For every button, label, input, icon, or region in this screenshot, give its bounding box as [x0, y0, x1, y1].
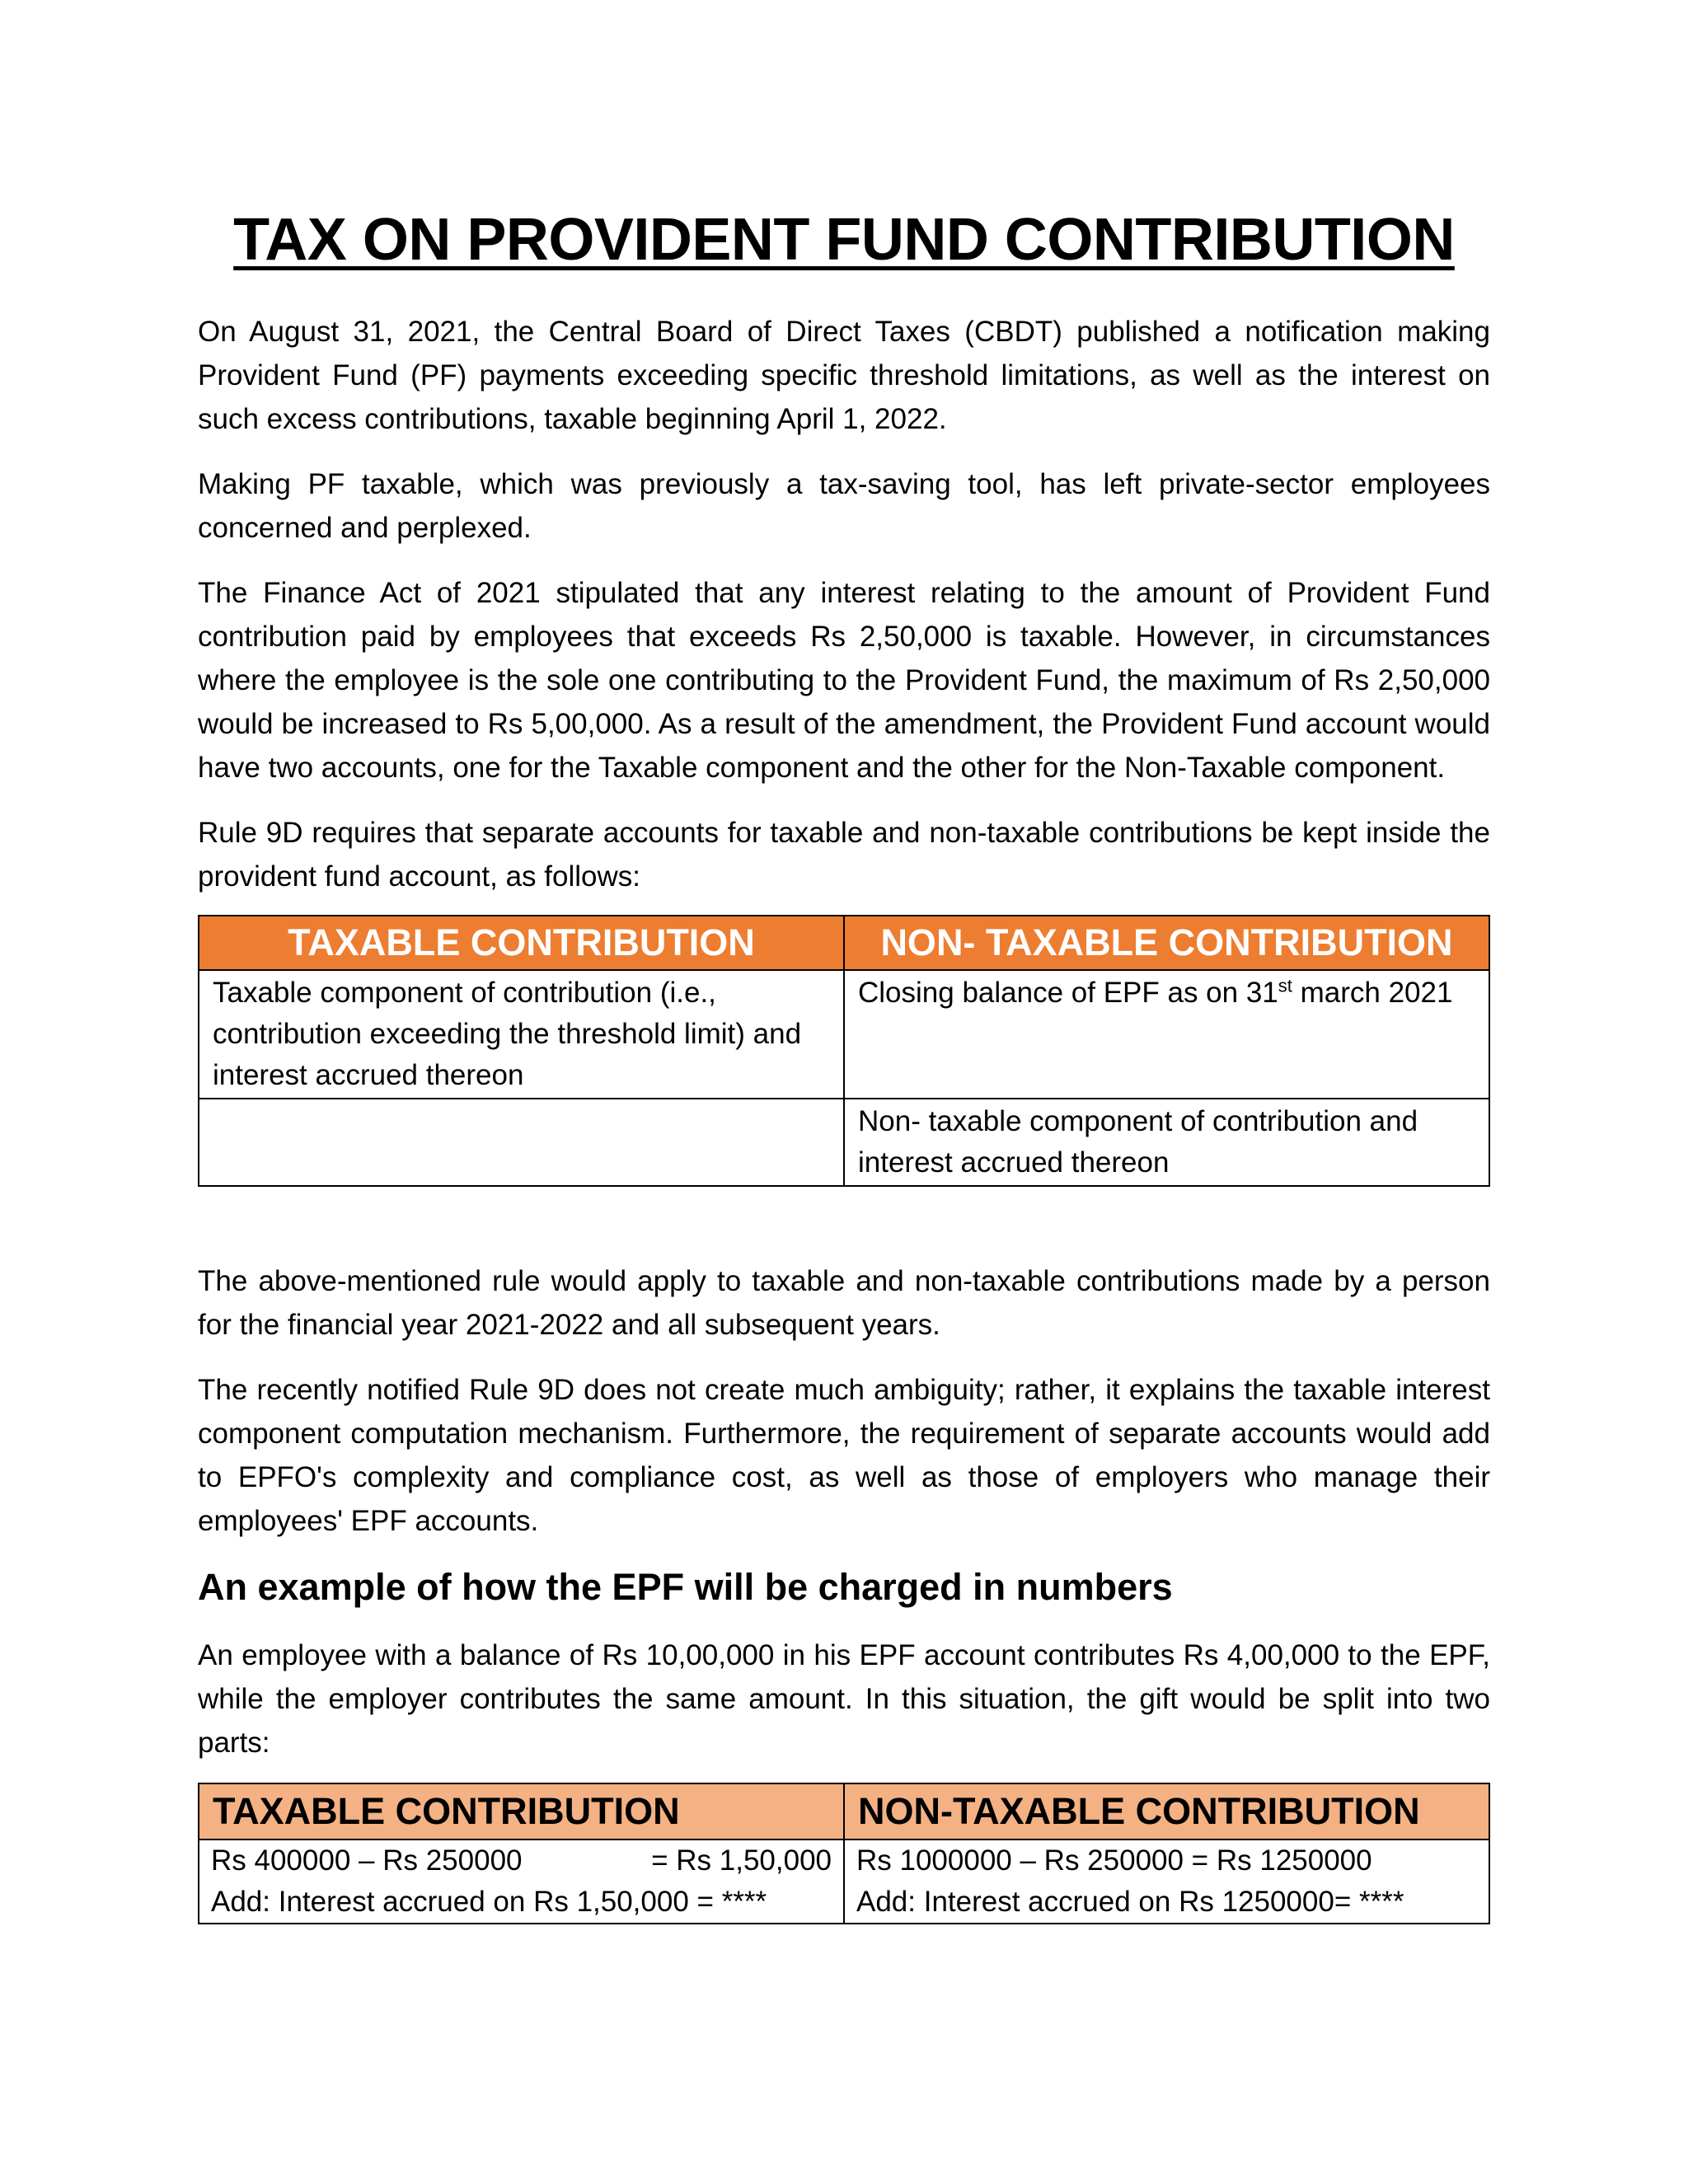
table-row	[199, 970, 1489, 1099]
ordinal-suffix: st	[1278, 975, 1292, 996]
calc-expression: Rs 400000 – Rs 250000	[211, 1844, 523, 1877]
example-heading: An example of how the EPF will be charged in numbers	[198, 1566, 1173, 1608]
calc-result: = Rs 1,50,000	[651, 1844, 832, 1877]
cell-closing-balance-date: march 2021	[1292, 977, 1453, 1009]
cell-non-taxable-component: Non- taxable component of contribution and interest accrued thereon	[844, 1099, 1489, 1186]
table-header-row	[199, 916, 1489, 970]
paragraph-example: An employee with a balance of Rs 10,00,000 in his EPF account contributes Rs 4,00,000 to the EPF, while the employer contributes the same amount. In this situation, the gift would be split into two parts:	[198, 1639, 1490, 1759]
cell-empty	[199, 1099, 844, 1186]
cell-closing-balance	[844, 970, 1489, 1099]
paragraph-rule-9d-explanation: The recently notified Rule 9D does not create much ambiguity; rather, it explains the taxable interest component computation mechanism. Furthermore, the requirement of separate accounts would add to EPFO's complexity and compliance cost, as well as those of employers who manage their employees' EPF accounts.	[198, 1374, 1490, 1537]
paragraph-rule-9d: Rule 9D requires that separate accounts for taxable and non-taxable contributions be kept inside the provident fund account, as follows:	[198, 817, 1490, 893]
cell-taxable-calculation	[199, 1840, 844, 1924]
table-header-row	[199, 1783, 1489, 1840]
paragraph-applicability: The above-mentioned rule would apply to taxable and non-taxable contributions made by a person for the financial year 2021-2022 and all subsequent years.	[198, 1265, 1490, 1341]
table-row	[199, 1840, 1489, 1924]
header-non-taxable: NON- TAXABLE CONTRIBUTION	[844, 916, 1489, 970]
header-taxable: TAXABLE CONTRIBUTION	[199, 916, 844, 970]
calc-line: Rs 1000000 – Rs 250000 = Rs 1250000	[856, 1844, 1372, 1877]
document-content	[198, 206, 1490, 1924]
header-non-taxable: NON-TAXABLE CONTRIBUTION	[844, 1783, 1489, 1840]
contribution-accounts-table	[198, 915, 1490, 1187]
paragraph-pf-taxable: Making PF taxable, which was previously a tax-saving tool, has left private-sector employees concerned and perplexed.	[198, 468, 1490, 544]
calc-line	[211, 1840, 832, 1882]
header-taxable: TAXABLE CONTRIBUTION	[199, 1783, 844, 1840]
calc-interest-line: Add: Interest accrued on Rs 1250000= ****	[856, 1886, 1404, 1918]
paragraph-cbdt-notification: On August 31, 2021, the Central Board of Direct Taxes (CBDT) published a notification making Provident Fund (PF) payments exceeding specific threshold limitations, as well as the interest on such excess contributions, taxable beginning April 1, 2022.	[198, 316, 1490, 435]
paragraph-finance-act: The Finance Act of 2021 stipulated that any interest relating to the amount of Provident Fund contribution paid by employees that exceeds Rs 2,50,000 is taxable. However, in circumstances where the employee is the sole one contributing to the Provident Fund, the maximum of Rs 2,50,000 would be increased to Rs 5,00,000. As a result of the amendment, the Provident Fund account would have two accounts, one for the Taxable component and the other for the Non-Taxable component.	[198, 577, 1490, 784]
document-title: TAX ON PROVIDENT FUND CONTRIBUTION	[233, 207, 1455, 273]
calc-interest-line: Add: Interest accrued on Rs 1,50,000 = ****	[211, 1886, 767, 1918]
example-calculation-table	[198, 1783, 1490, 1924]
cell-closing-balance-text: Closing balance of EPF as on 31	[858, 977, 1278, 1009]
table-row	[199, 1099, 1489, 1186]
cell-non-taxable-calculation	[844, 1840, 1489, 1924]
cell-taxable-component: Taxable component of contribution (i.e., contribution exceeding the threshold limit) and interest accrued thereon	[199, 970, 844, 1099]
